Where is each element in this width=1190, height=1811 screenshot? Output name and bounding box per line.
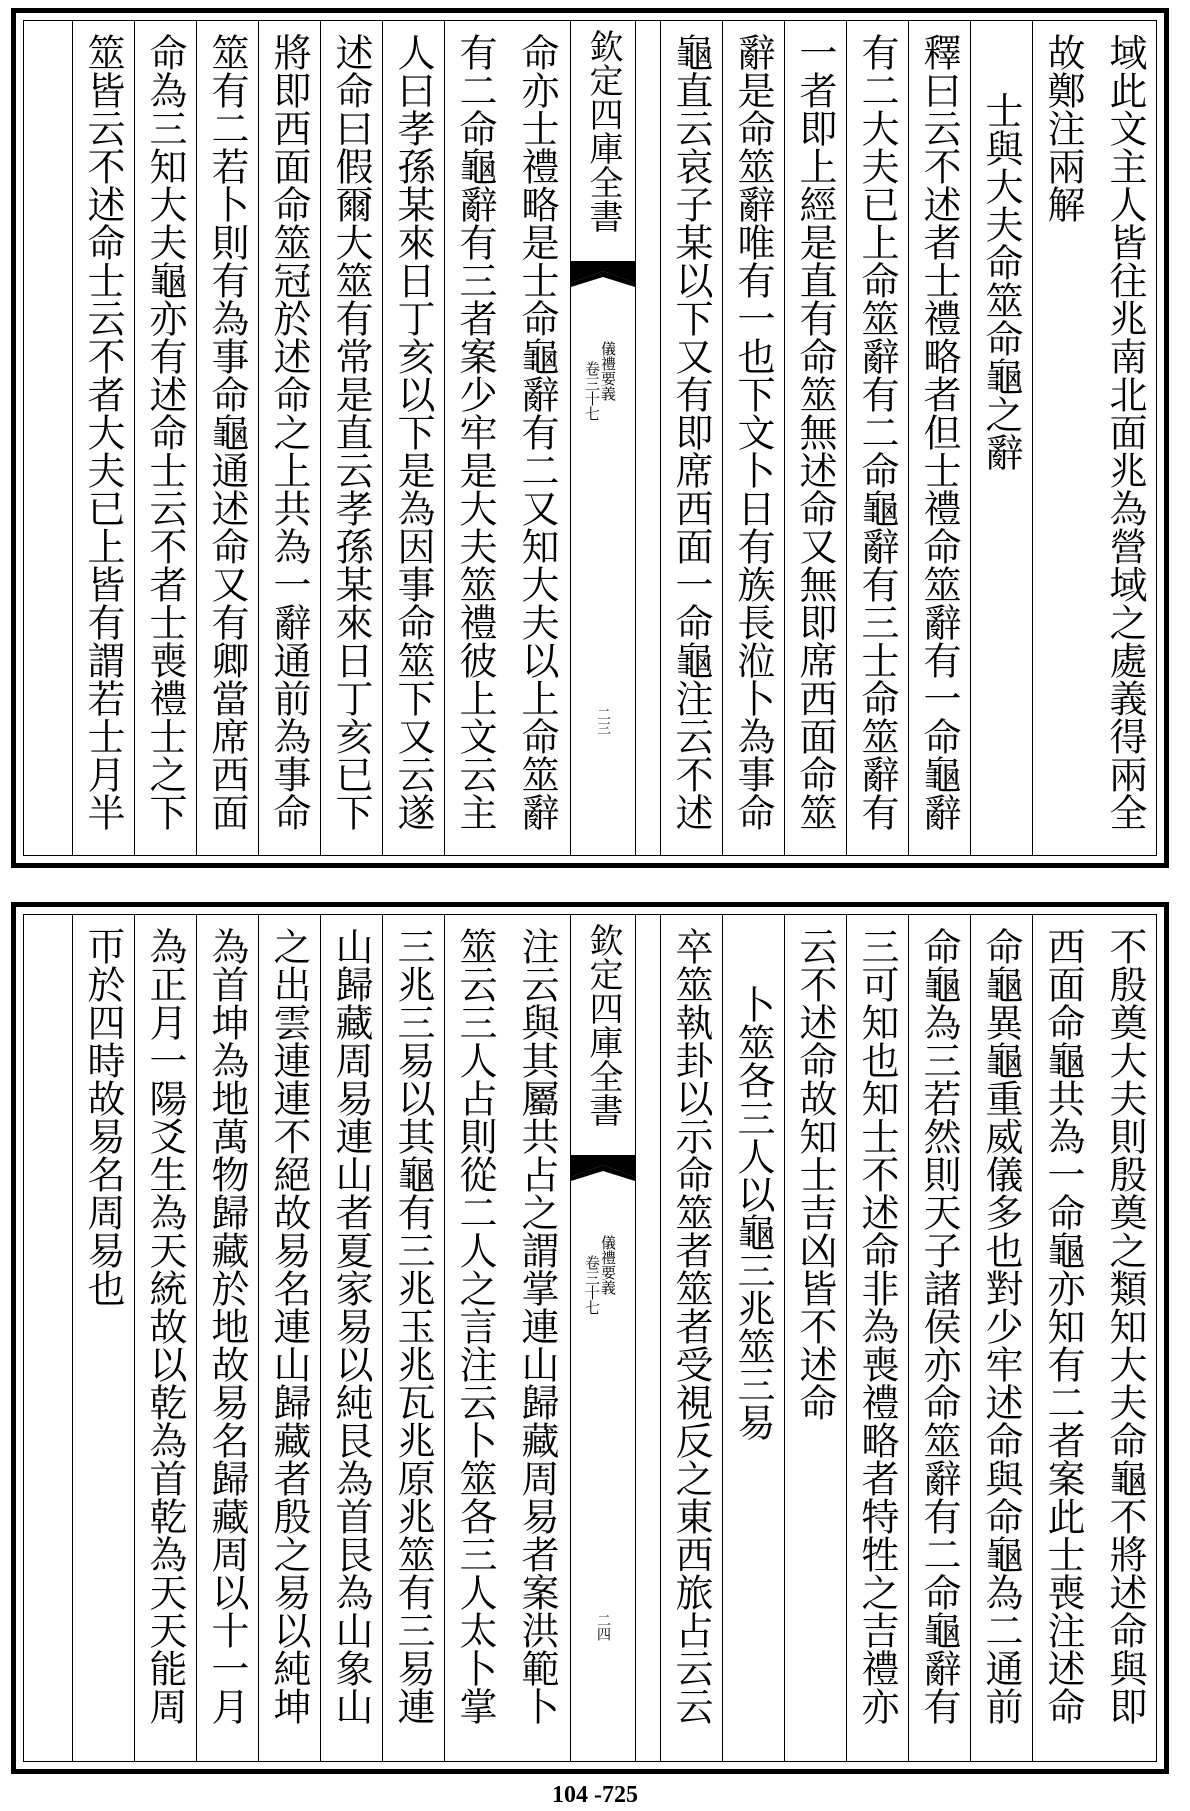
text-column: 注云與其屬共占之謂掌連山歸藏周易者案洪範卜 [515,927,559,1725]
text-column: 云不述命故知士吉凶皆不述命 [784,915,846,1761]
text-column: 帀於四時故易名周易也 [72,915,134,1761]
text-column: 命亦士禮略是士命龜辭有二又知大夫以上命筮辭 [515,33,559,831]
text-column: 有二大夫已上命筮辭有二命龜辭有三士命筮辭有 [846,21,908,855]
text-column: 有二命龜辭有三者案少牢是大夫筮禮彼上文云主 [444,21,506,855]
text-column: 筮皆云不述命士云不者大夫已上皆有謂若士月半 [72,21,134,855]
text-column: 故鄭注兩解 [1032,21,1094,855]
text-column: 三兆三易以其龜有三兆玉兆瓦兆原兆筮有三易連 [382,915,444,1761]
center-gutter [570,21,636,855]
text-column: 西面命龜共為一命龜亦知有二者案此士喪注述命 [1032,915,1094,1761]
top-right-text-block [612,21,1156,855]
juan-number: 卷三十七 [583,361,601,421]
collection-title: 欽定四庫全書 [583,923,623,1127]
text-column: 域此文主人皆往兆南北面兆為營域之處義得兩全 [1103,33,1147,831]
text-column: 命為三知大夫龜亦有述命士云不者士喪禮士之下 [134,21,196,855]
section-heading: 卜筮各三人以龜三兆筮三易 [722,915,784,1761]
page-footer-number: 104 -725 [552,1782,638,1808]
top-page-leaf [11,8,1169,868]
text-column: 龜直云哀子某以下又有即席西面一命龜注云不述 [660,21,722,855]
text-column: 人曰孝孫某來日丁亥以下是為因事命筮下又云遂 [382,21,444,855]
leaf-number: 二四 [595,1613,611,1641]
bottom-right-text-block [612,915,1156,1761]
top-left-text-block [24,21,568,855]
text-column: 述命曰假爾大筮有常是直云孝孫某來日丁亥已下 [320,21,382,855]
section-heading: 士與大夫命筮命龜之辭 [970,21,1032,855]
text-column: 命龜異龜重威儀多也對少牢述命與命龜為二通前 [970,915,1032,1761]
top-page-frame [23,20,1157,856]
juan-number: 卷三十七 [583,1255,601,1315]
fish-tail-mark-icon [571,1155,635,1225]
book-title: 儀禮要義 [599,1235,617,1295]
text-column: 一者即上經是直有命筮無述命又無即席西面命筮 [784,21,846,855]
text-column: 三可知也知士不述命非為喪禮略者特牲之吉禮亦 [846,915,908,1761]
text-column: 之出雲連連不絕故易名連山歸藏者殷之易以純坤 [258,915,320,1761]
center-gutter [570,915,636,1761]
text-column: 筮云三人占則從二人之言注云卜筮各三人太卜掌 [444,915,506,1761]
text-column: 卒筮執卦以示命筮者筮者受視反之東西旅占云云 [660,915,722,1761]
text-column: 為首坤為地萬物歸藏於地故易名歸藏周以十一月 [196,915,258,1761]
text-column: 不殷奠大夫則殷奠之類知大夫命龜不將述命與即 [1103,927,1147,1725]
text-column: 筮有二若卜則有為事命龜通述命又有卿當席西面 [196,21,258,855]
bottom-page-frame [23,914,1157,1762]
text-column: 為正月一陽爻生為天統故以乾為首乾為天天能周 [134,915,196,1761]
bottom-page-leaf [11,902,1169,1774]
collection-title: 欽定四庫全書 [583,29,623,233]
text-column: 山歸藏周易連山者夏家易以純艮為首艮為山象山 [320,915,382,1761]
bottom-left-text-block [24,915,568,1761]
text-column: 釋曰云不述者士禮略者但士禮命筮辭有一命龜辭 [908,21,970,855]
text-column: 將即西面命筮冠於述命之上共為一辭通前為事命 [258,21,320,855]
leaf-number: 二三 [595,707,611,735]
text-column: 命龜為三若然則天子諸侯亦命筮辭有二命龜辭有 [908,915,970,1761]
fish-tail-mark-icon [571,261,635,331]
book-title: 儀禮要義 [599,341,617,401]
text-column: 辭是命筮辭唯有一也下文卜日有族長涖卜為事命 [722,21,784,855]
